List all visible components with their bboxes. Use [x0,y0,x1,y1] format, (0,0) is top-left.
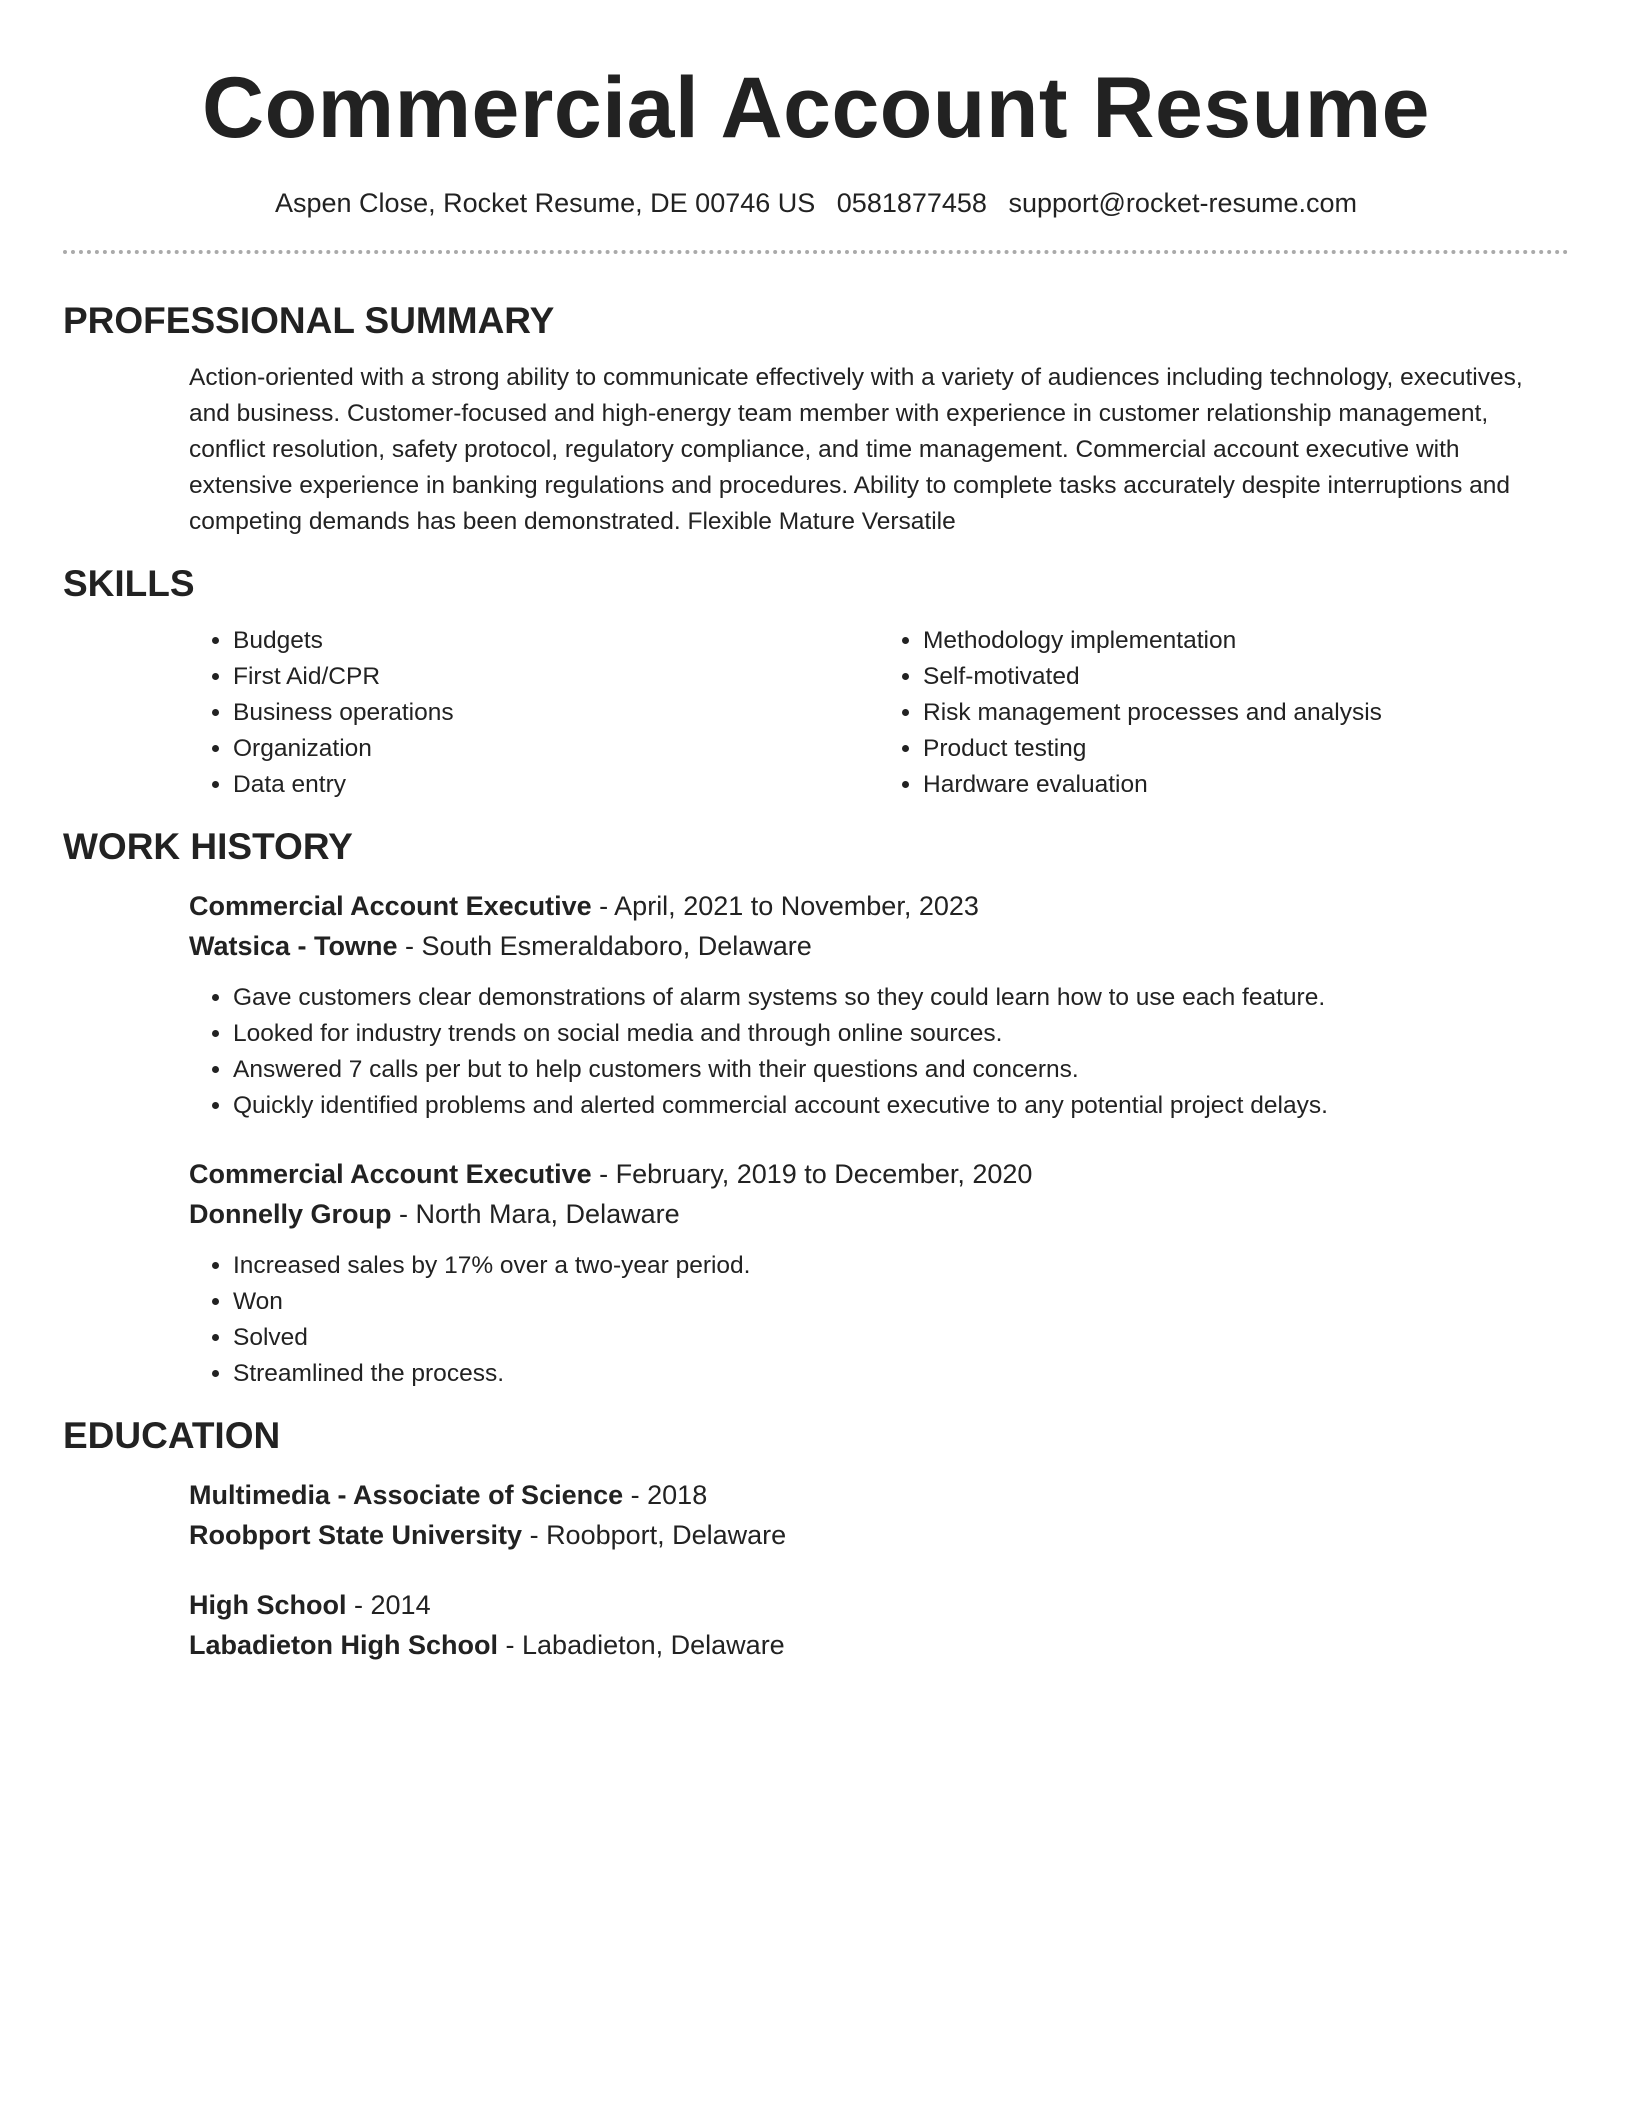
education-location: Roobport, Delaware [546,1520,787,1550]
job-bullets [189,980,1569,1124]
education-section [63,1414,1569,1665]
professional-summary-section [63,299,1569,540]
education-year: 2014 [370,1590,431,1620]
separator: - [599,891,615,921]
job-dates: April, 2021 to November, 2023 [614,891,979,921]
skill-item: • Hardware evaluation [923,767,1569,803]
job-title: Commercial Account Executive [189,891,592,921]
skill-item: • Risk management processes and analysis [923,695,1569,731]
education-degree-line [189,1585,1569,1625]
separator: - [405,931,422,961]
separator: - [529,1520,547,1550]
education-school-line [189,1515,1569,1555]
skills-list-left [189,623,879,803]
contact-email: support@rocket-resume.com [1008,188,1357,218]
job-company: Donnelly Group [189,1199,392,1229]
job-bullet: • Gave customers clear demonstrations of alarm systems so they could learn how to use each feature. [233,980,1569,1016]
separator: - [399,1199,416,1229]
separator: - [630,1480,648,1510]
job-dates: February, 2019 to December, 2020 [615,1159,1033,1189]
job-bullet: • Increased sales by 17% over a two-year period. [233,1248,1569,1284]
contact-phone: 0581877458 [836,188,987,218]
summary-text: Action-oriented with a strong ability to communicate effectively with a variety of audiences including technology, executives, and business. Customer-focused and high-energy team member with experience in customer relationship management, conflict resolution, safety protocol, regulatory compliance, and time management. Commercial account executive with extensive experience in banking regulations and procedures. Ability to complete tasks accurately despite interruptions and competing demands has been demonstrated. Flexible Mature Versatile [189,364,1523,535]
section-heading-summary: PROFESSIONAL SUMMARY [63,300,555,341]
skill-item: • First Aid/CPR [233,659,879,695]
job-bullet: • Solved [233,1320,1569,1356]
section-heading-work: WORK HISTORY [63,826,353,867]
education-year: 2018 [647,1480,708,1510]
skill-item: • Data entry [233,767,879,803]
job-title-line [189,1154,1569,1194]
education-degree-line [189,1475,1569,1515]
education-school: Labadieton High School [189,1630,498,1660]
job-company-line [189,1194,1569,1234]
job-bullet: • Streamlined the process. [233,1356,1569,1392]
job-title-line [189,886,1569,926]
job-company-line [189,926,1569,966]
separator: - [505,1630,523,1660]
education-degree: Multimedia - Associate of Science [189,1480,624,1510]
contact-address: Aspen Close, Rocket Resume, DE 00746 US [275,188,816,218]
job-entry [189,886,1569,1124]
education-school-line [189,1625,1569,1665]
job-bullet: • Quickly identified problems and alerted commercial account executive to any potential project delays. [233,1088,1569,1124]
job-bullet: • Won [233,1284,1569,1320]
skill-item: • Self-motivated [923,659,1569,695]
education-entry [189,1585,1569,1665]
skill-item: • Organization [233,731,879,767]
education-entry [189,1475,1569,1555]
header-divider [63,250,1569,254]
job-bullet: • Looked for industry trends on social media and through online sources. [233,1016,1569,1052]
skill-item: • Methodology implementation [923,623,1569,659]
resume-title: Commercial Account Resume [201,60,1430,156]
work-history-section [63,825,1569,1392]
section-heading-skills: SKILLS [63,563,195,604]
contact-line [63,186,1569,220]
skill-item: • Business operations [233,695,879,731]
skills-list-right [879,623,1569,803]
job-bullets [189,1248,1569,1392]
skill-item: • Product testing [923,731,1569,767]
education-degree: High School [189,1590,347,1620]
job-location: North Mara, Delaware [415,1199,680,1229]
section-heading-education: EDUCATION [63,1415,281,1456]
education-school: Roobport State University [189,1520,523,1550]
separator: - [599,1159,616,1189]
job-location: South Esmeraldaboro, Delaware [421,931,812,961]
job-entry [189,1154,1569,1392]
job-bullet: • Answered 7 calls per but to help customers with their questions and concerns. [233,1052,1569,1088]
skill-item: • Budgets [233,623,879,659]
job-title: Commercial Account Executive [189,1159,592,1189]
education-location: Labadieton, Delaware [522,1630,785,1660]
separator: - [354,1590,371,1620]
skills-section [63,562,1569,803]
job-company: Watsica - Towne [189,931,398,961]
